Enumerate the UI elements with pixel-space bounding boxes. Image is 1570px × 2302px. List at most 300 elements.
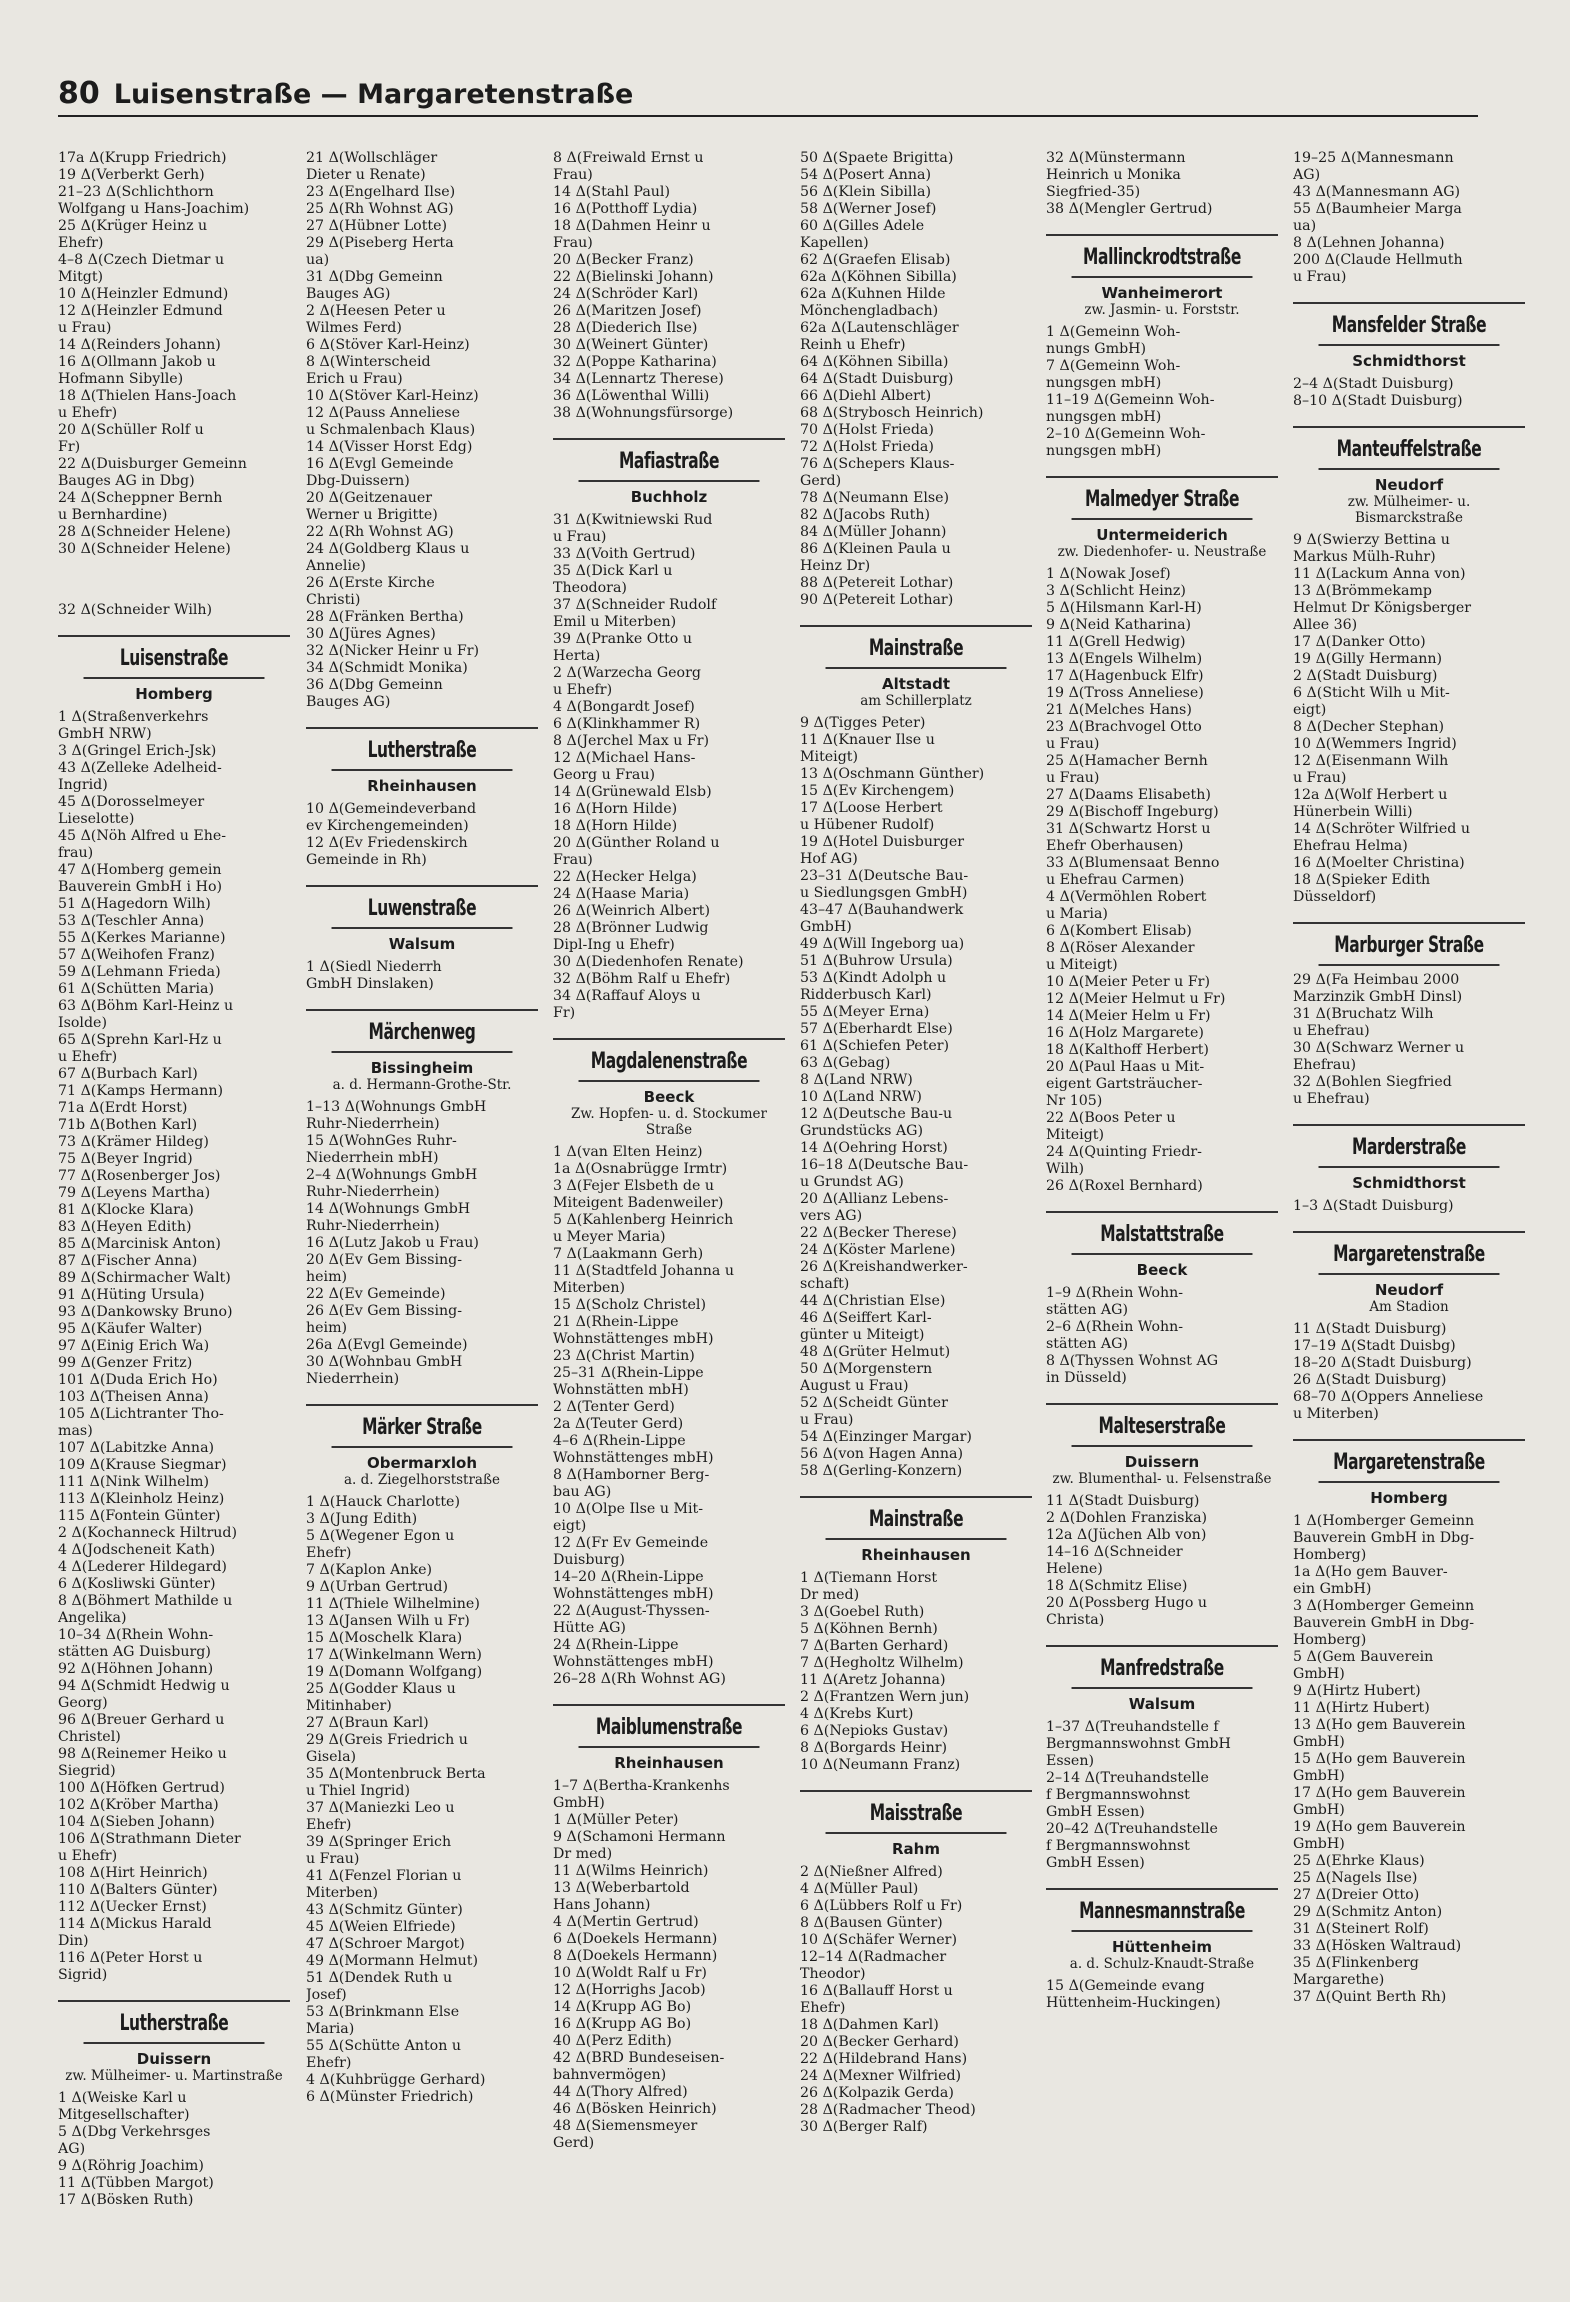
address-entry: 8 Δ(Borgards Heinr) <box>800 1740 948 1756</box>
address-entry: 56 Δ(Klein Sibilla) <box>800 184 932 200</box>
address-entry: 26 Δ(Erste Kirche <box>306 575 435 591</box>
address-entry: 81 Δ(Klocke Klara) <box>58 1202 194 1218</box>
address-entry: Duisburg) <box>553 1552 625 1568</box>
address-entry: 114 Δ(Mickus Harald <box>58 1916 212 1932</box>
address-entry: 26 Δ(Roxel Bernhard) <box>1046 1178 1203 1194</box>
address-entry: 53 Δ(Teschler Anna) <box>58 913 205 929</box>
address-entry: 18–20 Δ(Stadt Duisburg) <box>1293 1355 1472 1371</box>
address-entry: 3 Δ(Jung Edith) <box>306 1511 418 1527</box>
address-entry: 14 Δ(Oehring Horst) <box>800 1140 948 1156</box>
address-entry: 17 Δ(Winkelmann Wern) <box>306 1647 482 1663</box>
address-entry: bahnvermögen) <box>553 2067 667 2083</box>
address-entry: Allee 36) <box>1293 617 1358 633</box>
address-entry: 19 Δ(Verberkt Gerh) <box>58 167 205 183</box>
address-entry: 2 Δ(Dohlen Franziska) <box>1046 1510 1208 1526</box>
address-entry: 49 Δ(Mormann Helmut) <box>306 1953 479 1969</box>
address-entry: 19 Δ(Hotel Duisburger <box>800 834 964 850</box>
address-entry: 11 Δ(Tübben Margot) <box>58 2175 214 2191</box>
address-entry: 9 Δ(Urban Gertrud) <box>306 1579 448 1595</box>
address-entry: 26 Δ(Kreishandwerker- <box>800 1259 968 1275</box>
address-entry: 6 Δ(Sticht Wilh u Mit- <box>1293 685 1450 701</box>
address-entry: Bergmannswohnst GmbH <box>1046 1736 1231 1752</box>
address-entry: u Grundst AG) <box>800 1174 904 1190</box>
address-entry: 104 Δ(Sieben Johann) <box>58 1814 215 1830</box>
address-entry: 95 Δ(Käufer Walter) <box>58 1321 203 1337</box>
address-entry: 24 Δ(Köster Marlene) <box>800 1242 956 1258</box>
address-entry: 73 Δ(Krämer Hildeg) <box>58 1134 209 1150</box>
address-entry: 58 Δ(Gerling-Konzern) <box>800 1463 963 1479</box>
address-entry: 2–4 Δ(Wohnungs GmbH <box>306 1167 478 1183</box>
address-entry: 5 Δ(Kahlenberg Heinrich <box>553 1212 734 1228</box>
address-entry: Dbg-Duissern) <box>306 473 410 489</box>
address-entry: Wohnstätten mbH) <box>553 1382 689 1398</box>
address-entry: AG) <box>58 2141 86 2157</box>
address-entry: 79 Δ(Leyens Martha) <box>58 1185 211 1201</box>
street-block <box>1293 1231 1525 1423</box>
address-entry: eigent Gartsträucher- <box>1046 1076 1203 1092</box>
address-entry: 10–34 Δ(Rhein Wohn- <box>58 1627 214 1643</box>
address-entry: 31 Δ(Schwartz Horst u <box>1046 821 1211 837</box>
address-entry: u Frau) <box>553 529 607 545</box>
street-block <box>58 150 290 619</box>
address-entry: ua) <box>1293 218 1317 234</box>
address-entry: 17 Δ(Ho gem Bauverein <box>1293 1785 1466 1801</box>
address-entry: Gerd) <box>800 473 842 489</box>
street-block <box>1293 1439 1525 2006</box>
address-entry: 14 Δ(Schröter Wilfried u <box>1293 821 1470 837</box>
address-entry: 1a Δ(Osnabrügge Irmtr) <box>553 1161 728 1177</box>
street-block <box>306 1404 538 2106</box>
address-entry: nungs GmbH) <box>1046 341 1147 357</box>
address-entry: u Bernhardine) <box>58 507 168 523</box>
address-entry: 22 Δ(Rh Wohnst AG) <box>306 524 454 540</box>
address-entry: 18 Δ(Dahmen Karl) <box>800 2017 939 2033</box>
street-location-note: a. d. Schulz-Knaudt-Straße <box>1069 1956 1255 1972</box>
address-entry: 16 Δ(Evgl Gemeinde <box>306 456 454 472</box>
address-entry: Markus Mülh-Ruhr) <box>1293 549 1436 565</box>
address-entry: 25 Δ(Krüger Heinz u <box>58 218 208 234</box>
address-entry: Siegfried-35) <box>1046 184 1141 200</box>
address-entry: Kapellen) <box>800 235 869 251</box>
address-entry: 16–18 Δ(Deutsche Bau- <box>800 1157 969 1173</box>
address-entry: u Frau) <box>306 1851 360 1867</box>
address-entry: Ehefr) <box>306 2055 352 2071</box>
address-entry: u Frau) <box>800 1412 854 1428</box>
address-entry: 2 Δ(Nießner Alfred) <box>800 1864 943 1880</box>
address-entry: GmbH Essen) <box>1046 1804 1145 1820</box>
address-entry: Hofmann Sibylle) <box>58 371 184 387</box>
address-entry: Maria) <box>306 2021 355 2037</box>
address-entry: 32 Δ(Münstermann <box>1046 150 1186 166</box>
address-entry: 19 Δ(Tross Anneliese) <box>1046 685 1204 701</box>
address-entry: 19 Δ(Ho gem Bauverein <box>1293 1819 1466 1835</box>
address-entry: 20 Δ(Schüller Rolf u <box>58 422 204 438</box>
address-entry: 7 Δ(Gemeinn Woh- <box>1046 358 1181 374</box>
address-entry: 64 Δ(Stadt Duisburg) <box>800 371 954 387</box>
address-entry: Wohnstättenges mbH) <box>553 1450 714 1466</box>
address-entry: 2a Δ(Teuter Gerd) <box>553 1416 684 1432</box>
address-entry: 55 Δ(Baumheier Marga <box>1293 201 1462 217</box>
address-entry: stätten AG Duisburg) <box>58 1644 211 1660</box>
address-entry: 2–6 Δ(Rhein Wohn- <box>1046 1319 1184 1335</box>
address-entry: 22 Δ(August-Thyssen- <box>553 1603 710 1619</box>
district-name: Neudorf <box>1374 1281 1444 1299</box>
address-entry: Dr med) <box>553 1846 613 1862</box>
address-entry: 4–6 Δ(Rhein-Lippe <box>553 1433 686 1449</box>
address-entry: Gisela) <box>306 1749 357 1765</box>
address-entry: 30 Δ(Berger Ralf) <box>800 2119 928 2135</box>
district-name: Untermeiderich <box>1096 526 1228 544</box>
street-name: Mallinckrodtstraße <box>1072 244 1253 278</box>
address-entry: Grundstücks AG) <box>800 1123 924 1139</box>
address-entry: 3 Δ(Fejer Elsbeth de u <box>553 1178 714 1194</box>
street-name: Maiblumenstraße <box>579 1714 760 1748</box>
address-entry: 23 Δ(Engelhard Ilse) <box>306 184 456 200</box>
address-entry: 77 Δ(Rosenberger Jos) <box>58 1168 221 1184</box>
street-block <box>1046 476 1278 1195</box>
entry-list <box>800 1570 1032 1774</box>
address-entry: 4 Δ(Müller Paul) <box>800 1881 919 1897</box>
address-entry: f Bergmannswohnst <box>1046 1787 1190 1803</box>
address-entry: 24 Δ(Schröder Karl) <box>553 286 699 302</box>
address-entry: u Maria) <box>1046 906 1108 922</box>
address-entry: 21–23 Δ(Schlichthorn <box>58 184 214 200</box>
address-entry: u Hübener Rudolf) <box>800 817 935 833</box>
entry-list <box>553 1778 785 2152</box>
street-location-note: am Schillerplatz <box>860 693 972 709</box>
address-entry: 10 Δ(Schäfer Werner) <box>800 1932 957 1948</box>
address-entry: 96 Δ(Breuer Gerhard u <box>58 1712 225 1728</box>
district-name: Beeck <box>1136 1261 1188 1279</box>
address-entry: 88 Δ(Petereit Lothar) <box>800 575 954 591</box>
district-name: Homberg <box>135 685 213 703</box>
address-entry: 9 Δ(Neid Katharina) <box>1046 617 1192 633</box>
address-entry: 85 Δ(Marcinisk Anton) <box>58 1236 221 1252</box>
address-entry: 16 Δ(Horn Hilde) <box>553 801 678 817</box>
address-entry: Ehefr) <box>58 235 104 251</box>
address-entry: 71b Δ(Bothen Karl) <box>58 1117 198 1133</box>
address-entry: Mitgt) <box>58 269 104 285</box>
address-entry: 4–8 Δ(Czech Dietmar u <box>58 252 225 268</box>
address-entry: 43 Δ(Zelleke Adelheid- <box>58 760 222 776</box>
district-name: Buchholz <box>630 488 708 506</box>
address-entry: 116 Δ(Peter Horst u <box>58 1950 203 1966</box>
street-block <box>553 438 785 1022</box>
street-name: Magdalenenstraße <box>579 1048 760 1082</box>
address-entry: Frau) <box>553 167 593 183</box>
address-entry: 3 Δ(Homberger Gemeinn <box>1293 1598 1475 1614</box>
address-entry: 48 Δ(Siemensmeyer <box>553 2118 698 2134</box>
address-entry: 11 Δ(Lackum Anna von) <box>1293 566 1466 582</box>
address-entry: 8 Δ(Land NRW) <box>800 1072 913 1088</box>
address-entry: Bauverein GmbH i Ho) <box>58 879 223 895</box>
address-entry: 45 Δ(Nöh Alfred u Ehe- <box>58 828 227 844</box>
entry-list <box>553 1144 785 1688</box>
address-entry: Bauges AG) <box>306 286 391 302</box>
street-block <box>306 150 538 711</box>
address-entry: Bauges AG) <box>306 694 391 710</box>
street-block <box>553 1704 785 2152</box>
address-entry: 1–7 Δ(Bertha-Krankenhs <box>553 1778 730 1794</box>
entry-list <box>800 150 1032 609</box>
entry-list <box>1046 1285 1278 1387</box>
address-entry: 14–20 Δ(Rhein-Lippe <box>553 1569 704 1585</box>
address-entry: 10 Δ(Land NRW) <box>800 1089 922 1105</box>
address-entry: Dieter u Renate) <box>306 167 426 183</box>
address-entry: 46 Δ(Seiffert Karl- <box>800 1310 932 1326</box>
page-header <box>58 76 1478 117</box>
address-entry: Niederrhein mbH) <box>306 1150 439 1166</box>
address-entry: 7 Δ(Laakmann Gerh) <box>553 1246 704 1262</box>
address-entry: 17 Δ(Bösken Ruth) <box>58 2192 194 2208</box>
district-name: Schmidthorst <box>1352 352 1466 370</box>
address-entry: 6 Δ(Nepioks Gustav) <box>800 1723 949 1739</box>
address-entry: 2 Δ(Heesen Peter u <box>306 303 446 319</box>
address-entry: 5 Δ(Hilsmann Karl-H) <box>1046 600 1202 616</box>
address-entry: 6 Δ(Münster Friedrich) <box>306 2089 474 2105</box>
street-block <box>1046 1211 1278 1387</box>
address-entry: frau) <box>58 845 94 861</box>
street-name: Manfredstraße <box>1072 1655 1253 1689</box>
address-entry: Düsseldorf) <box>1293 889 1377 905</box>
address-entry: Niederrhein) <box>306 1371 400 1387</box>
address-entry: 62a Δ(Köhnen Sibilla) <box>800 269 957 285</box>
address-entry: 14 Δ(Wohnungs GmbH <box>306 1201 471 1217</box>
address-entry: 8 Δ(Böhmert Mathilde u <box>58 1593 233 1609</box>
address-entry: 7 Δ(Kaplon Anke) <box>306 1562 433 1578</box>
address-entry: 83 Δ(Heyen Edith) <box>58 1219 192 1235</box>
address-entry: 28 Δ(Radmacher Theod) <box>800 2102 976 2118</box>
street-block <box>306 727 538 869</box>
entry-list <box>553 150 785 422</box>
street-name: Marburger Straße <box>1319 932 1500 966</box>
entry-list <box>58 150 290 619</box>
address-entry: 16 Δ(Lutz Jakob u Frau) <box>306 1235 479 1251</box>
address-entry: u Miterben) <box>1293 1406 1379 1422</box>
address-entry: 62a Δ(Lautenschläger <box>800 320 959 336</box>
address-entry: Mitinhaber) <box>306 1698 392 1714</box>
address-entry: Homberg) <box>1293 1632 1367 1648</box>
address-entry: Ehefr) <box>306 1817 352 1833</box>
address-entry: Ingrid) <box>58 777 108 793</box>
address-entry: 27 Δ(Hübner Lotte) <box>306 218 448 234</box>
address-entry: 25–31 Δ(Rhein-Lippe <box>553 1365 704 1381</box>
address-entry: Annelie) <box>306 558 366 574</box>
address-entry: 1 Δ(Müller Peter) <box>553 1812 679 1828</box>
address-entry: 39 Δ(Pranke Otto u <box>553 631 692 647</box>
address-entry: 9 Δ(Hirtz Hubert) <box>1293 1683 1421 1699</box>
address-entry: 28 Δ(Diederich Ilse) <box>553 320 698 336</box>
address-entry: 108 Δ(Hirt Heinrich) <box>58 1865 208 1881</box>
address-entry: 47 Δ(Schroer Margot) <box>306 1936 465 1952</box>
address-entry: 2 Δ(Frantzen Wern jun) <box>800 1689 970 1705</box>
entry-list <box>58 709 290 1984</box>
address-entry: 13 Δ(Oschmann Günther) <box>800 766 985 782</box>
address-entry: 55 Δ(Meyer Erna) <box>800 1004 930 1020</box>
address-entry: u Frau) <box>1046 736 1100 752</box>
address-entry: 24 Δ(Rhein-Lippe <box>553 1637 679 1653</box>
address-entry: Emil u Miterben) <box>553 614 677 630</box>
address-entry: 22 Δ(Becker Therese) <box>800 1225 957 1241</box>
street-block <box>800 1790 1032 2136</box>
address-entry: 18 Δ(Dahmen Heinr u <box>553 218 711 234</box>
street-name: Malmedyer Straße <box>1072 486 1253 520</box>
address-entry: 10 Δ(Heinzler Edmund) <box>58 286 229 302</box>
address-entry: 11 Δ(Grell Hedwig) <box>1046 634 1186 650</box>
address-entry: 11–19 Δ(Gemeinn Woh- <box>1046 392 1215 408</box>
address-entry: 20 Δ(Allianz Lebens- <box>800 1191 949 1207</box>
address-entry: 2 Δ(Stadt Duisburg) <box>1293 668 1438 684</box>
address-entry: 22 Δ(Hecker Helga) <box>553 869 697 885</box>
district-name: Wanheimerort <box>1101 284 1223 302</box>
address-entry: 37 Δ(Schneider Rudolf <box>553 597 717 613</box>
address-entry: 13 Δ(Brömmekamp <box>1293 583 1432 599</box>
address-entry: Wolfgang u Hans-Joachim) <box>58 201 250 217</box>
address-entry: Helmut Dr Königsberger <box>1293 600 1472 616</box>
address-entry: 29 Δ(Schmitz Anton) <box>1293 1904 1443 1920</box>
address-entry: 1 Δ(Straßenverkehrs <box>58 709 209 725</box>
address-entry: 92 Δ(Höhnen Johann) <box>58 1661 214 1677</box>
address-entry: 28 Δ(Fränken Bertha) <box>306 609 464 625</box>
address-entry: 15 Δ(Ho gem Bauverein <box>1293 1751 1466 1767</box>
address-entry: 18 Δ(Horn Hilde) <box>553 818 678 834</box>
address-entry: 63 Δ(Gebag) <box>800 1055 891 1071</box>
address-entry: 98 Δ(Reinemer Heiko u <box>58 1746 227 1762</box>
address-entry: 6 Δ(Lübbers Rolf u Fr) <box>800 1898 963 1914</box>
address-entry: Ehefr) <box>306 1545 352 1561</box>
address-entry: 21 Δ(Rhein-Lippe <box>553 1314 679 1330</box>
address-entry: 26–28 Δ(Rh Wohnst AG) <box>553 1671 726 1687</box>
address-entry: 15 Δ(Scholz Christel) <box>553 1297 706 1313</box>
address-entry: 107 Δ(Labitzke Anna) <box>58 1440 215 1456</box>
address-entry: GmbH) <box>1293 1802 1345 1818</box>
address-entry: 75 Δ(Beyer Ingrid) <box>58 1151 193 1167</box>
address-entry: 29 Δ(Fa Heimbau 2000 <box>1293 972 1460 988</box>
address-entry: Wohnstättenges mbH) <box>553 1586 714 1602</box>
address-entry: Isolde) <box>58 1015 107 1031</box>
address-entry: Gerd) <box>553 2135 595 2151</box>
address-entry: 12a Δ(Wolf Herbert u <box>1293 787 1448 803</box>
address-entry: 18 Δ(Kalthoff Herbert) <box>1046 1042 1209 1058</box>
address-entry: 45 Δ(Weien Elfriede) <box>306 1919 456 1935</box>
address-entry: 10 Δ(Olpe Ilse u Mit- <box>553 1501 704 1517</box>
address-entry: u Thiel Ingrid) <box>306 1783 410 1799</box>
address-entry: 68–70 Δ(Oppers Anneliese <box>1293 1389 1484 1405</box>
address-entry: Ehefr) <box>800 2000 846 2016</box>
address-entry: Essen) <box>1046 1753 1094 1769</box>
address-entry: 20 Δ(Günther Roland u <box>553 835 720 851</box>
address-entry: 20 Δ(Geitzenauer <box>306 490 433 506</box>
street-block <box>1046 234 1278 460</box>
address-entry: 43 Δ(Schmitz Günter) <box>306 1902 463 1918</box>
address-entry: 30 Δ(Jüres Agnes) <box>306 626 436 642</box>
address-entry: Homberg) <box>1293 1547 1367 1563</box>
address-entry: 87 Δ(Fischer Anna) <box>58 1253 198 1269</box>
address-entry: 16 Δ(Holz Margarete) <box>1046 1025 1204 1041</box>
address-entry: u Frau) <box>1293 269 1347 285</box>
entry-list <box>58 2090 290 2209</box>
address-entry: 14 Δ(Reinders Johann) <box>58 337 221 353</box>
street-name: Marderstraße <box>1319 1134 1500 1168</box>
address-entry: 19 Δ(Domann Wolfgang) <box>306 1664 483 1680</box>
address-entry: 68 Δ(Strybosch Heinrich) <box>800 405 984 421</box>
address-entry: 14 Δ(Stahl Paul) <box>553 184 670 200</box>
address-entry: 51 Δ(Hagedorn Wilh) <box>58 896 211 912</box>
address-entry: Ehefrau Helma) <box>1293 838 1408 854</box>
address-entry: 12 Δ(Michael Hans- <box>553 750 696 766</box>
address-entry: 65 Δ(Sprehn Karl-Hz u <box>58 1032 222 1048</box>
address-entry: 24 Δ(Goldberg Klaus u <box>306 541 470 557</box>
address-entry: 38 Δ(Mengler Gertrud) <box>1046 201 1213 217</box>
address-entry: Theodora) <box>553 580 627 596</box>
street-name: Malteserstraße <box>1072 1413 1253 1447</box>
address-entry: Nr 105) <box>1046 1093 1103 1109</box>
address-entry: 8 Δ(Röser Alexander <box>1046 940 1195 956</box>
address-entry: Margarethe) <box>1293 1972 1385 1988</box>
address-entry: 32 Δ(Poppe Katharina) <box>553 354 717 370</box>
address-entry: 49 Δ(Will Ingeborg ua) <box>800 936 965 952</box>
address-entry: 8 Δ(Decher Stephan) <box>1293 719 1445 735</box>
address-entry: Ruhr-Niederrhein) <box>306 1184 440 1200</box>
address-entry: 35 Δ(Dick Karl u <box>553 563 673 579</box>
street-block <box>800 1496 1032 1774</box>
street-block <box>1293 426 1525 906</box>
address-entry: 29 Δ(Greis Friedrich u <box>306 1732 468 1748</box>
address-entry: u Ehefr) <box>58 1049 118 1065</box>
address-entry: eigt) <box>553 1518 587 1534</box>
address-entry: 34 Δ(Raffauf Aloys u <box>553 988 701 1004</box>
address-entry: 47 Δ(Homberg gemein <box>58 862 222 878</box>
address-entry: 6 Δ(Kombert Elisab) <box>1046 923 1192 939</box>
address-entry: Ehefrau) <box>1293 1057 1357 1073</box>
address-entry: 33 Δ(Blumensaat Benno <box>1046 855 1220 871</box>
address-entry: 84 Δ(Müller Johann) <box>800 524 947 540</box>
address-entry: 24 Δ(Scheppner Bernh <box>58 490 223 506</box>
address-entry: 50 Δ(Spaete Brigitta) <box>800 150 954 166</box>
street-name: Margaretenstraße <box>1319 1449 1500 1483</box>
address-entry: 4 Δ(Kuhbrügge Gerhard) <box>306 2072 486 2088</box>
address-entry: 50 Δ(Morgenstern <box>800 1361 933 1377</box>
address-entry: 1 Δ(Tiemann Horst <box>800 1570 938 1586</box>
street-name: Manteuffelstraße <box>1319 436 1500 470</box>
address-entry: Hüttenheim-Huckingen) <box>1046 1995 1221 2011</box>
address-entry: 30 Δ(Schwarz Werner u <box>1293 1040 1465 1056</box>
address-entry: 26 Δ(Stadt Duisburg) <box>1293 1372 1447 1388</box>
street-location-note: a. d. Hermann-Grothe-Str. <box>332 1077 512 1093</box>
address-entry: GmbH) <box>1293 1768 1345 1784</box>
address-entry: 60 Δ(Gilles Adele <box>800 218 925 234</box>
street-name: Margaretenstraße <box>1319 1241 1500 1275</box>
street-name: Mafiastraße <box>579 448 760 482</box>
street-block <box>800 625 1032 1480</box>
address-entry: 14 Δ(Visser Horst Edg) <box>306 439 473 455</box>
address-entry: 20 Δ(Possberg Hugo u <box>1046 1595 1208 1611</box>
address-entry: 20 Δ(Becker Franz) <box>553 252 694 268</box>
address-entry: 62a Δ(Kuhnen Hilde <box>800 286 946 302</box>
address-entry: in Düsseld) <box>1046 1370 1127 1386</box>
page-title: Luisenstraße — Margaretenstraße <box>113 79 634 110</box>
street-name: Märker Straße <box>332 1414 513 1448</box>
address-entry: 12 Δ(Heinzler Edmund <box>58 303 223 319</box>
address-entry: Mitgesellschafter) <box>58 2107 190 2123</box>
entry-list <box>1046 1978 1278 2012</box>
entry-list <box>1293 1198 1525 1215</box>
address-entry: 14 Δ(Krupp AG Bo) <box>553 1999 692 2015</box>
address-entry: 12 Δ(Horrighs Jacob) <box>553 1982 706 1998</box>
address-entry: 31 Δ(Dbg Gemeinn <box>306 269 443 285</box>
street-block <box>800 150 1032 609</box>
district-name: Rheinhausen <box>367 777 477 795</box>
